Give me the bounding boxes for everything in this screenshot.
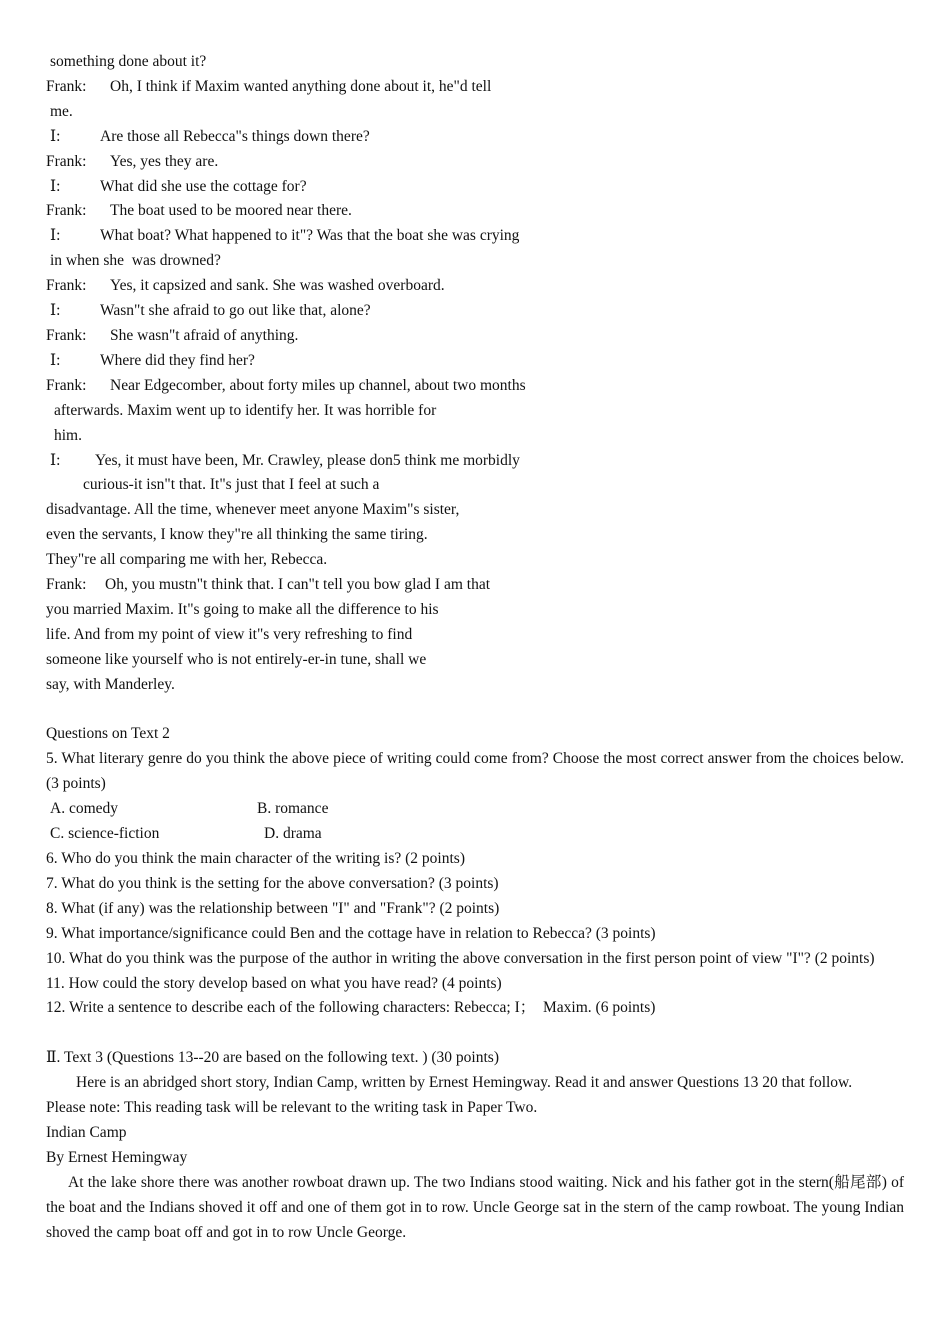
dialogue-text: even the servants, I know they"re all thinking the same tiring. (46, 526, 428, 544)
dialogue-text: The boat used to be moored near there. (110, 202, 352, 220)
dialogue-line (46, 598, 904, 623)
speaker-label: Frank: (46, 277, 87, 295)
dialogue-text: Wasn"t she afraid to go out like that, alone? (100, 302, 371, 320)
dialogue-text: Near Edgecomber, about forty miles up channel, about two months (110, 376, 526, 394)
dialogue-text: They"re all comparing me with her, Rebecca. (46, 551, 328, 569)
dialogue-line (46, 523, 904, 548)
speaker-label: Frank: (46, 376, 87, 394)
dialogue-text: She wasn"t afraid of anything. (110, 326, 299, 344)
dialogue-line (46, 324, 904, 349)
dialogue-text: someone like yourself who is not entirely-er-in tune, shall we (46, 650, 427, 668)
dialogue-text: Yes, yes they are. (110, 152, 219, 170)
dialogue-line (46, 175, 904, 200)
dialogue-line (46, 424, 904, 449)
dialogue-text: Oh, I think if Maxim wanted anything done about it, he"d tell (110, 77, 492, 95)
option-a: A. comedy (50, 800, 119, 818)
dialogue-text: life. And from my point of view it"s very refreshing to find (46, 625, 413, 643)
dialogue-text: Yes, it capsized and sank. She was washed overboard. (110, 277, 445, 295)
speaker-label: Frank: (46, 202, 87, 220)
dialogue-line (46, 199, 904, 224)
question-7: 7. What do you think is the setting for the above conversation? (3 points) (46, 874, 499, 892)
dialogue-text: disadvantage. All the time, whenever meet anyone Maxim"s sister, (46, 501, 460, 519)
dialogue-line (46, 274, 904, 299)
document-page (46, 50, 904, 1245)
speaker-label: Ⅰ: (50, 451, 61, 469)
text3-intro: Here is an abridged short story, Indian Camp, written by Ernest Hemingway. Read it and answer Questions 13 20 that follow. (76, 1074, 853, 1092)
dialogue-text: something done about it? (50, 53, 207, 70)
dialogue-line (46, 249, 904, 274)
dialogue-line (46, 573, 904, 598)
questions-heading: Questions on Text 2 (46, 725, 170, 743)
text3-heading: Ⅱ. Text 3 (Questions 13--20 are based on the following text. ) (30 points) (46, 1049, 499, 1067)
dialogue-text: me. (50, 102, 73, 120)
dialogue-text: Are those all Rebecca"s things down there? (100, 127, 370, 145)
speaker-label: Frank: (46, 326, 87, 344)
question-9: 9. What importance/significance could Ben and the cottage have in relation to Rebecca? (3 points) (46, 924, 656, 942)
option-c: C. science-fiction (50, 825, 160, 843)
dialogue-section (46, 50, 904, 698)
option-b: B. romance (257, 800, 329, 818)
dialogue-text: What boat? What happened to it"? Was that the boat she was crying (100, 227, 520, 245)
speaker-label: Ⅰ: (50, 351, 61, 369)
blank-line (46, 698, 904, 723)
dialogue-line (46, 623, 904, 648)
dialogue-line (46, 399, 904, 424)
speaker-label: Frank: (46, 576, 87, 594)
note: Please note: This reading task will be relevant to the writing task in Paper Two. (46, 1099, 538, 1117)
dialogue-line (46, 449, 904, 474)
dialogue-line (46, 75, 904, 100)
speaker-label: Ⅰ: (50, 177, 61, 195)
speaker-label: Ⅰ: (50, 302, 61, 320)
dialogue-line (46, 673, 904, 698)
blank-line (46, 1021, 904, 1046)
speaker-label: Frank: (46, 152, 87, 170)
dialogue-line (46, 498, 904, 523)
speaker-label: Ⅰ: (50, 127, 61, 145)
dialogue-line (46, 150, 904, 175)
dialogue-text: him. (54, 426, 82, 444)
dialogue-line (46, 548, 904, 573)
dialogue-line (46, 100, 904, 125)
dialogue-text: Where did they find her? (100, 351, 255, 369)
question-11: 11. How could the story develop based on what you have read? (4 points) (46, 974, 502, 992)
dialogue-text: say, with Manderley. (46, 675, 175, 693)
story-author: By Ernest Hemingway (46, 1148, 188, 1166)
question-12: 12. Write a sentence to describe each of the following characters: Rebecca; I； Maxim. (6 points) (46, 999, 656, 1017)
speaker-label: Ⅰ: (50, 227, 61, 245)
dialogue-line (46, 50, 904, 75)
story-title: Indian Camp (46, 1123, 127, 1141)
option-d: D. drama (264, 825, 322, 843)
dialogue-line (46, 125, 904, 150)
dialogue-line (46, 473, 904, 498)
dialogue-text: What did she use the cottage for? (100, 177, 307, 195)
dialogue-text: you married Maxim. It"s going to make all the difference to his (46, 600, 439, 618)
dialogue-line (46, 349, 904, 374)
speaker-label: Frank: (46, 77, 87, 95)
question-6: 6. Who do you think the main character of the writing is? (2 points) (46, 849, 465, 867)
dialogue-text: in when she was drowned? (50, 252, 221, 270)
story-paragraph: At the lake shore there was another rowboat drawn up. The two Indians stood waiting. Nick and his father got in the stern(船尾部) of the boat and the Indians shoved it off and one of them got in to row. Uncle George sat in the stern of the camp rowboat. The young Indian shoved the camp boat off and got in to row Uncle George. (46, 1173, 904, 1241)
dialogue-line (46, 224, 904, 249)
question-5: 5. What literary genre do you think the above piece of writing could come from? Choose the most correct answer from the choices below. (3 points) (46, 750, 904, 793)
options-row-1 (46, 797, 904, 822)
dialogue-text: Oh, you mustn"t think that. I can"t tell you bow glad I am that (105, 576, 491, 594)
question-8: 8. What (if any) was the relationship between "I" and "Frank"? (2 points) (46, 899, 500, 917)
dialogue-line (46, 299, 904, 324)
dialogue-line (46, 374, 904, 399)
question-10: 10. What do you think was the purpose of the author in writing the above conversation in the first person point of view "I"? (2 points) (46, 949, 875, 967)
options-row-2 (46, 822, 904, 847)
dialogue-text: Yes, it must have been, Mr. Crawley, please don5 think me morbidly (95, 451, 520, 469)
dialogue-text: afterwards. Maxim went up to identify her. It was horrible for (54, 401, 437, 419)
dialogue-text: curious-it isn"t that. It"s just that I feel at such a (83, 476, 380, 494)
dialogue-line (46, 648, 904, 673)
